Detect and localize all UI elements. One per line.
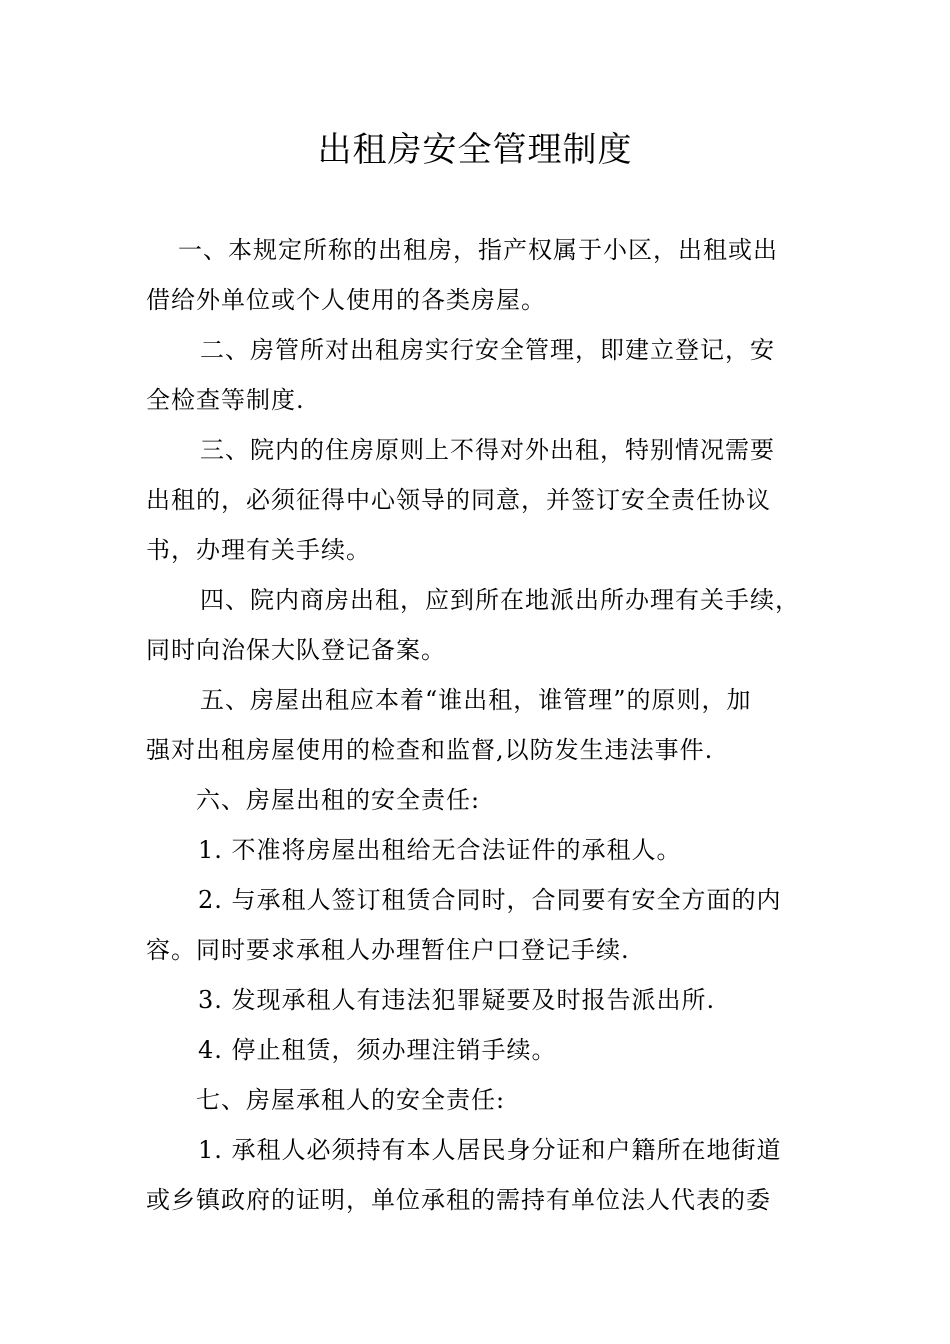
text-line: 同时向治保大队登记备案。 <box>146 636 446 664</box>
text-line: 四、院内商房出租，应到所在地派出所办理有关手续， <box>200 586 800 614</box>
text-line: 五、房屋出租应本着“谁出租，谁管理”的原则，加 <box>200 686 752 714</box>
text-line: 强对出租房屋使用的检查和监督,以防发生违法事件. <box>146 736 714 764</box>
document-title: 出租房安全管理制度 <box>317 130 633 170</box>
text-line: 三、院内的住房原则上不得对外出租，特别情况需要 <box>200 436 775 464</box>
text-line: 七、房屋承租人的安全责任: <box>196 1086 506 1114</box>
text-line: 借给外单位或个人使用的各类房屋。 <box>146 286 546 314</box>
text-line: 1. 承租人必须持有本人居民身分证和户籍所在地街道 <box>198 1136 782 1164</box>
text-line: 书，办理有关手续。 <box>146 536 371 564</box>
text-line: 4. 停止租赁，须办理注销手续。 <box>198 1036 557 1064</box>
text-line: 二、房管所对出租房实行安全管理，即建立登记，安 <box>200 336 775 364</box>
text-line: 3. 发现承租人有违法犯罪疑要及时报告派出所. <box>198 986 716 1014</box>
text-line: 全检查等制度. <box>146 386 305 414</box>
text-line: 2. 与承租人签订租赁合同时，合同要有安全方面的内 <box>198 886 782 914</box>
text-line: 六、房屋出租的安全责任: <box>196 786 481 814</box>
text-line: 或乡镇政府的证明，单位承租的需持有单位法人代表的委 <box>146 1186 771 1214</box>
text-line: 一、本规定所称的出租房，指产权属于小区，出租或出 <box>178 236 778 264</box>
text-line: 容。同时要求承租人办理暂住户口登记手续. <box>146 936 630 964</box>
text-line: 1. 不准将房屋出租给无合法证件的承租人。 <box>198 836 682 864</box>
text-line: 出租的，必须征得中心领导的同意，并签订安全责任协议 <box>146 486 771 514</box>
